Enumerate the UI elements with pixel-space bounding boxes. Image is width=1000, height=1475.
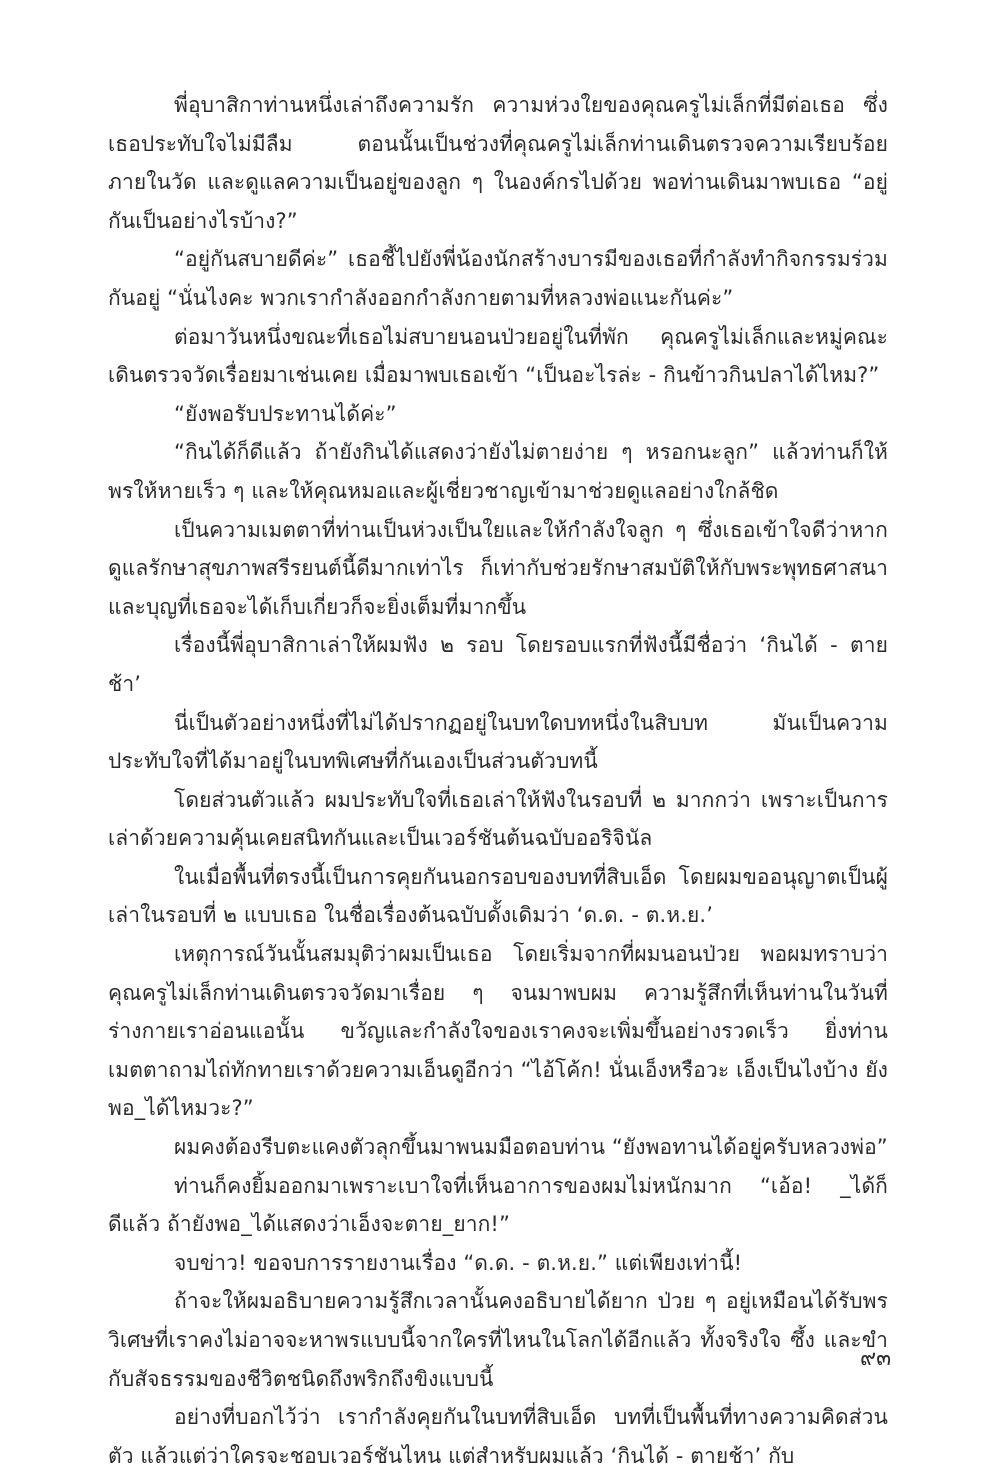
paragraph: นี่เป็นตัวอย่างหนึ่งที่ไม่ได้ปรากฏอยู่ในบทใดบทหนึ่งในสิบบท มันเป็นความประทับใจที่ได้มาอยู่ในบทพิเศษที่กันเองเป็นส่วนตัวบทนี้ [108,710,888,774]
document-body [108,86,888,1475]
paragraph: “อยู่กันสบายดีค่ะ” เธอชี้ไปยังพี่น้องนักสร้างบารมีของเธอที่กำลังทำกิจกรรมร่วมกันอยู่ “นั่นไงคะ พวกเรากำลังออกกำลังกายตามที่หลวงพ่อแนะกันค่ะ” [108,247,888,310]
paragraph: จบข่าว! ขอจบการรายงานเรื่อง “ด.ด. - ต.ห.ย.” แต่เพียงเท่านี้! [174,1250,743,1275]
paragraph: พี่อุบาสิกาท่านหนึ่งเล่าถึงความรัก ความห่วงใยของคุณครูไม่เล็กที่มีต่อเธอ ซึ่งเธอประทับใจไม่มีลืม ตอนนั้นเป็นช่วงที่คุณครูไม่เล็กท่านเดินตรวจความเรียบร้อยภายในวัด และดูแลความเป็นอยู่ของลูก ๆ ในองค์กรไปด้วย พอท่านเดินมาพบเธอ “อยู่กันเป็นอย่างไรบ้าง?” [108,93,888,233]
paragraph: ท่านก็คงยิ้มออกมาเพราะเบาใจที่เห็นอาการของผมไม่หนักมาก “เอ้อ! _ได้ก็ดีแล้ว ถ้ายังพอ_ได้แสดงว่าเอ็งจะตาย_ยาก!” [108,1173,888,1237]
paragraph: “กินได้ก็ดีแล้ว ถ้ายังกินได้แสดงว่ายังไม่ตายง่าย ๆ หรอกนะลูก” แล้วท่านก็ให้พรให้หายเร็ว ๆ และให้คุณหมอและผู้เชี่ยวชาญเข้ามาช่วยดูแลอย่างใกล้ชิด [108,440,888,503]
paragraph: ต่อมาวันหนึ่งขณะที่เธอไม่สบายนอนป่วยอยู่ในที่พัก คุณครูไม่เล็กและหมู่คณะเดินตรวจวัดเรื่อยมาเช่นเคย เมื่อมาพบเธอเข้า “เป็นอะไรล่ะ - กินข้าวกินปลาได้ไหม?” [108,324,888,388]
page-number: ๙๓ [860,1346,892,1371]
paragraph: เหตุการณ์วันนั้นสมมุติว่าผมเป็นเธอ โดยเริ่มจากที่ผมนอนป่วย พอผมทราบว่าคุณครูไม่เล็กท่านเดินตรวจวัดมาเรื่อย ๆ จนมาพบผม ความรู้สึกที่เห็นท่านในวันที่ร่างกายเราอ่อนแอนั้น ขวัญและกำลังใจของเราคงจะเพิ่มขึ้นอย่างรวดเร็ว ยิ่งท่านเมตตาถามไถ่ทักทายเราด้วยความเอ็นดูอีกว่า “ไอ้โค้ก! นั่นเอ็งหรือวะ เอ็งเป็นไงบ้าง ยังพอ_ได้ไหมวะ?” [108,942,888,1121]
paragraph: เรื่องนี้พี่อุบาสิกาเล่าให้ผมฟัง ๒ รอบ โดยรอบแรกที่ฟังนี้มีชื่อว่า ‘กินได้ - ตายช้า’ [108,633,888,696]
paragraph: เป็นความเมตตาที่ท่านเป็นห่วงเป็นใยและให้กำลังใจลูก ๆ ซึ่งเธอเข้าใจดีว่าหากดูแลรักษาสุขภาพสรีรยนต์นี้ดีมากเท่าไร ก็เท่ากับช่วยรักษาสมบัติให้กับพระพุทธศาสนา และบุญที่เธอจะได้เก็บเกี่ยวก็จะยิ่งเต็มที่มากขึ้น [108,517,888,619]
paragraph: โดยส่วนตัวแล้ว ผมประทับใจที่เธอเล่าให้ฟังในรอบที่ ๒ มากกว่า เพราะเป็นการเล่าด้วยความคุ้นเคยสนิทกันและเป็นเวอร์ชันต้นฉบับออริจินัล [108,787,888,851]
paragraph: ในเมื่อพื้นที่ตรงนี้เป็นการคุยกันนอกรอบของบทที่สิบเอ็ด โดยผมขออนุญาตเป็นผู้เล่าในรอบที่ ๒ แบบเธอ ในชื่อเรื่องต้นฉบับดั้งเดิมว่า ‘ด.ด. - ต.ห.ย.’ [108,864,888,928]
paragraph: ผมคงต้องรีบตะแคงตัวลุกขึ้นมาพนมมือตอบท่าน “ยังพอทานได้อยู่ครับหลวงพ่อ” [174,1135,888,1160]
paragraph: ถ้าจะให้ผมอธิบายความรู้สึกเวลานั้นคงอธิบายได้ยาก ป่วย ๆ อยู่เหมือนได้รับพรวิเศษที่เราคงไม่อาจจะหาพรแบบนี้จากใครที่ไหนในโลกได้อีกแล้ว ทั้งจริงใจ ซึ้ง และขำกับสัจธรรมของชีวิตชนิดถึงพริกถึงขิงแบบนี้ [108,1289,888,1391]
paragraph: “ยังพอรับประทานได้ค่ะ” [174,401,397,426]
paragraph: อย่างที่บอกไว้ว่า เรากำลังคุยกันในบทที่สิบเอ็ด บทที่เป็นพื้นที่ทางความคิดส่วนตัว แล้วแต่ว่าใครจะชอบเวอร์ชันไหน แต่สำหรับผมแล้ว ‘กินได้ - ตายช้า’ กับ [108,1405,888,1468]
